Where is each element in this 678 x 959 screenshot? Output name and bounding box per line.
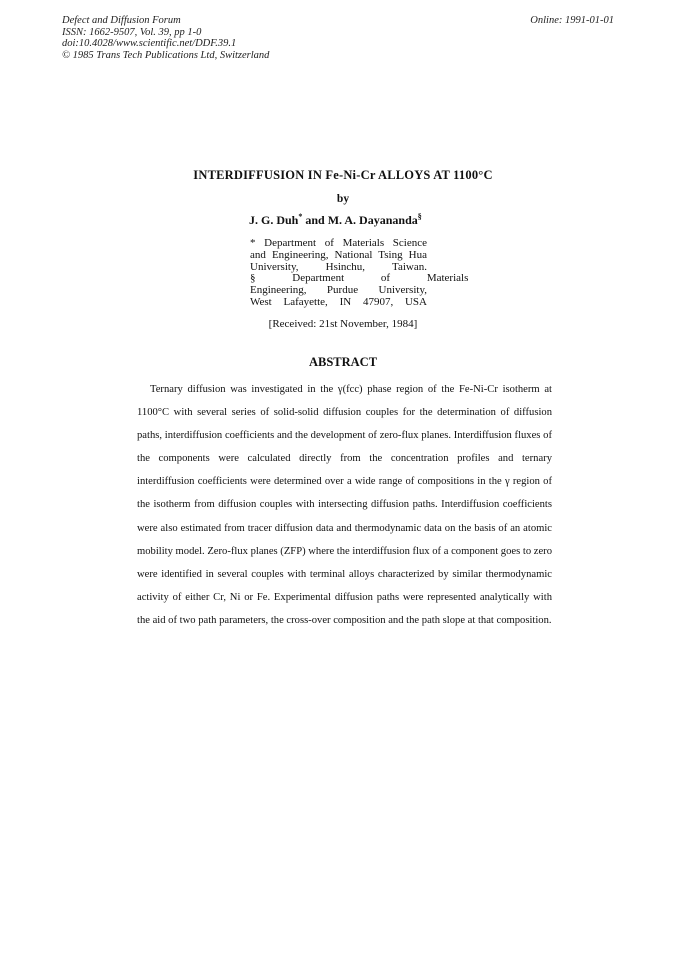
- authors: [249, 212, 422, 228]
- author-2-mark: §: [417, 212, 422, 221]
- affiliation-line: Engineering, Purdue University,: [250, 284, 427, 297]
- online-date: Online: 1991-01-01: [530, 15, 614, 26]
- affiliation-line: University, Hsinchu, Taiwan.: [250, 260, 427, 273]
- author-2: M. A. Dayananda: [327, 213, 418, 227]
- copyright-line: © 1985 Trans Tech Publications Ltd, Switzerland: [62, 49, 270, 61]
- doi-link[interactable]: doi:10.4028/www.scientific.net/DDF.39.1: [62, 38, 237, 50]
- affiliations: [250, 237, 469, 309]
- by-line: by: [336, 193, 350, 205]
- author-1-mark: *: [298, 212, 303, 221]
- abstract-body: [137, 378, 552, 632]
- abstract-heading: ABSTRACT: [308, 355, 378, 369]
- affiliation-line: * Department of Materials Science: [250, 237, 427, 249]
- paper-title: INTERDIFFUSION IN Fe-Ni-Cr ALLOYS AT 1100°C: [193, 168, 493, 182]
- affiliation-line: and Engineering, National Tsing Hua: [250, 248, 427, 261]
- affiliation-line: West Lafayette, IN 47907, USA: [250, 295, 427, 308]
- affiliation-line: § Department of Materials: [250, 272, 469, 285]
- journal-name: Defect and Diffusion Forum: [62, 15, 181, 26]
- author-1: J. G. Duh: [249, 213, 299, 227]
- abstract-paragraph: Ternary diffusion was investigated in the γ(fcc) phase region of the Fe-Ni-Cr isotherm at 1100°C with several series of solid-solid diffusion couples for the determination of diffusion paths, interdiffusion coefficients and the development of zero-flux planes. Interdiffusion fluxes of the components were calculated directly from the concentration profiles and ternary interdiffusion coefficients were determined over a wide range of compositions in the γ region of the isotherm from diffusion couples with intersecting diffusion paths. Interdiffusion coefficients were also estimated from tracer diffusion data and thermodynamic data on the basis of an atomic mobility model. Zero-flux planes (ZFP) where the interdiffusion flux of a component goes to zero were identified in several couples with terminal alloys characterized by similar thermodynamic activity of either Cr, Ni or Fe. Experimental diffusion paths were represented analytically with the aid of two path parameters, the cross-over composition and the path slope at that composition.: [137, 384, 552, 626]
- received-date: [Received: 21st November, 1984]: [268, 318, 418, 330]
- journal-header: [62, 15, 269, 61]
- issn-line: ISSN: 1662-9507, Vol. 39, pp 1-0: [62, 26, 202, 38]
- author-conjunction: and: [302, 213, 328, 227]
